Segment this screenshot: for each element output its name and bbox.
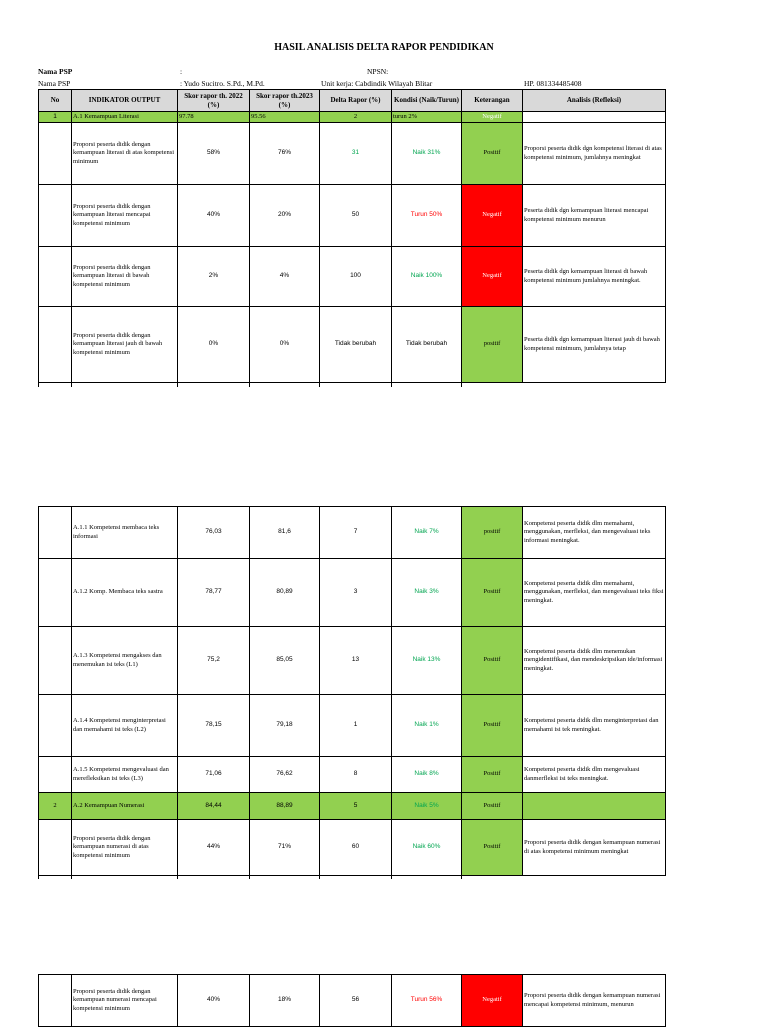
row-keterangan: Negatif bbox=[462, 185, 523, 247]
header-keterangan: Keterangan bbox=[462, 90, 523, 112]
row-skor-2022: 0% bbox=[178, 307, 250, 383]
table-row bbox=[39, 757, 666, 793]
row-analisis: Proporsi peserta didik dengan kemampuan numerasi mencapai kompetensi minimum, menurun bbox=[523, 975, 666, 1027]
row-no bbox=[39, 247, 72, 307]
delta-table-part-1 bbox=[38, 89, 666, 387]
row-keterangan: Positif bbox=[462, 695, 523, 757]
row-keterangan: Positif bbox=[462, 820, 523, 876]
row-keterangan: Positif bbox=[462, 123, 523, 185]
unit-kerja: Unit kerja: Cabdindik Wilayah Blitar bbox=[321, 79, 433, 88]
row-delta: 13 bbox=[320, 627, 392, 695]
row-skor-2022: 58% bbox=[178, 123, 250, 185]
row-kondisi: Naik 3% bbox=[392, 559, 462, 627]
row-no bbox=[39, 307, 72, 383]
row-kondisi: Naik 1% bbox=[392, 695, 462, 757]
header-skor-2023: Skor rapor th.2023 (%) bbox=[250, 90, 320, 112]
row-skor-2022: 84,44 bbox=[178, 793, 250, 820]
row-analisis: Kompetensi peserta didik dlm mengevaluasi danmerfleksi isi teks meningkat. bbox=[523, 757, 666, 793]
header-delta: Delta Rapor (%) bbox=[320, 90, 392, 112]
table-row bbox=[39, 975, 666, 1027]
row-kondisi: Naik 7% bbox=[392, 507, 462, 559]
row-skor-2023: 20% bbox=[250, 185, 320, 247]
row-analisis bbox=[523, 112, 666, 123]
row-no bbox=[39, 185, 72, 247]
row-indikator: A.1.2 Komp. Membaca teks sastra bbox=[72, 559, 178, 627]
page-title: HASIL ANALISIS DELTA RAPOR PENDIDIKAN bbox=[274, 42, 494, 53]
row-no bbox=[39, 975, 72, 1027]
row-kondisi: Naik 31% bbox=[392, 123, 462, 185]
row-skor-2023: 79,18 bbox=[250, 695, 320, 757]
row-analisis: Proporsi peserta didik dgn kompetensi literasi di atas kompetensi minimum, jumlahnya meningkat bbox=[523, 123, 666, 185]
row-indikator: A.1.3 Kompetensi mengakses dan menemukan isi teks (L1) bbox=[72, 627, 178, 695]
header-skor-2022: Skor rapor th. 2022 (%) bbox=[178, 90, 250, 112]
table-row bbox=[39, 185, 666, 247]
row-skor-2022: 78,15 bbox=[178, 695, 250, 757]
table-row bbox=[39, 627, 666, 695]
row-indikator: Proporsi peserta didik dengan kemampuan literasi jauh di bawah kompetensi minimum bbox=[72, 307, 178, 383]
row-indikator: Proporsi peserta didik dengan kemampuan numerasi di atas kompetensi minimum bbox=[72, 820, 178, 876]
row-delta: 8 bbox=[320, 757, 392, 793]
row-delta: 31 bbox=[320, 123, 392, 185]
row-skor-2023: 85,05 bbox=[250, 627, 320, 695]
row-skor-2023: 18% bbox=[250, 975, 320, 1027]
row-indikator: A.1 Kemampuan Literasi bbox=[72, 112, 178, 123]
row-analisis: Peserta didik dgn kemampuan literasi jauh di bawah kompetensi minimum, jumlahnya tetap bbox=[523, 307, 666, 383]
row-analisis: Kompetensi peserta didik dlm memahami, menggunakan, merfleksi, dan mengevaluasi teks informasi meningkat. bbox=[523, 507, 666, 559]
row-indikator: A.1.1 Kompetensi membaca teks informasi bbox=[72, 507, 178, 559]
row-skor-2022: 40% bbox=[178, 185, 250, 247]
row-keterangan: Positif bbox=[462, 757, 523, 793]
table-row bbox=[39, 307, 666, 383]
table-row bbox=[39, 247, 666, 307]
table-row bbox=[39, 793, 666, 820]
row-kondisi: Tidak berubah bbox=[392, 307, 462, 383]
row-no: 2 bbox=[39, 793, 72, 820]
npsn-label: NPSN: bbox=[367, 67, 389, 76]
row-delta: 50 bbox=[320, 185, 392, 247]
table-row bbox=[39, 559, 666, 627]
row-no: 1 bbox=[39, 112, 72, 123]
row-analisis: Peserta didik dgn kemampuan literasi mencapai kompetensi minimum menurun bbox=[523, 185, 666, 247]
row-skor-2023: 0% bbox=[250, 307, 320, 383]
row-delta: 2 bbox=[320, 112, 392, 123]
row-indikator: Proporsi peserta didik dengan kemampuan literasi di atas kompetensi minimum bbox=[72, 123, 178, 185]
row-no bbox=[39, 507, 72, 559]
row-skor-2023: 76,62 bbox=[250, 757, 320, 793]
table-row bbox=[39, 820, 666, 876]
row-skor-2023: 76% bbox=[250, 123, 320, 185]
nama-psp-label-2: Nama PSP bbox=[38, 79, 71, 88]
row-keterangan: Negatif bbox=[462, 247, 523, 307]
row-indikator: A.1.5 Kompetensi mengevaluasi dan merefleksikan isi teks (L3) bbox=[72, 757, 178, 793]
table-row bbox=[39, 123, 666, 185]
row-delta: 60 bbox=[320, 820, 392, 876]
row-keterangan: Negatif bbox=[462, 112, 523, 123]
table-row-continuation bbox=[39, 383, 666, 387]
nama-psp-label: Nama PSP bbox=[38, 67, 73, 76]
table-row bbox=[39, 695, 666, 757]
delta-table-part-2 bbox=[38, 506, 666, 879]
row-keterangan: Positif bbox=[462, 793, 523, 820]
row-skor-2022: 40% bbox=[178, 975, 250, 1027]
row-delta: 7 bbox=[320, 507, 392, 559]
row-indikator: Proporsi peserta didik dengan kemampuan literasi di bawah kompetensi minimum bbox=[72, 247, 178, 307]
row-delta: 56 bbox=[320, 975, 392, 1027]
row-delta: 5 bbox=[320, 793, 392, 820]
row-keterangan: positif bbox=[462, 507, 523, 559]
row-analisis: Kompetensi peserta didik dlm menemukan mengidentifikasi, dan mendeskripsikan ide/informasi meningkat. bbox=[523, 627, 666, 695]
row-skor-2022: 2% bbox=[178, 247, 250, 307]
row-skor-2023: 4% bbox=[250, 247, 320, 307]
hp-number: HP. 081334485408 bbox=[524, 79, 582, 88]
row-keterangan: Negatif bbox=[462, 975, 523, 1027]
row-no bbox=[39, 559, 72, 627]
nama-psp-value: : Yudo Sucitro. S.Pd., M.Pd. bbox=[180, 79, 265, 88]
row-indikator: Proporsi peserta didik dengan kemampuan literasi mencapai kompetensi minimum bbox=[72, 185, 178, 247]
row-skor-2022: 97.78 bbox=[178, 112, 250, 123]
row-kondisi: Naik 13% bbox=[392, 627, 462, 695]
row-skor-2023: 95.56 bbox=[250, 112, 320, 123]
row-analisis: Kompetensi peserta didik dlm memahami, menggunakan, merfleksi, dan mengevaluasi teks fiksi meningkat. bbox=[523, 559, 666, 627]
row-delta: Tidak berubah bbox=[320, 307, 392, 383]
delta-table-part-3 bbox=[38, 974, 666, 1027]
table-row bbox=[39, 112, 666, 123]
row-kondisi: Naik 100% bbox=[392, 247, 462, 307]
row-keterangan: Positif bbox=[462, 559, 523, 627]
row-kondisi: Turun 56% bbox=[392, 975, 462, 1027]
row-analisis bbox=[523, 793, 666, 820]
row-no bbox=[39, 627, 72, 695]
nama-psp-colon: : bbox=[180, 67, 183, 76]
row-analisis: Kompetensi peserta didik dlm menginterpretasi dan memahami isi tek meningkat. bbox=[523, 695, 666, 757]
table-row bbox=[39, 507, 666, 559]
row-kondisi: Turun 50% bbox=[392, 185, 462, 247]
row-skor-2022: 78,77 bbox=[178, 559, 250, 627]
row-skor-2023: 88,89 bbox=[250, 793, 320, 820]
header-analisis: Analisis (Refleksi) bbox=[523, 90, 666, 112]
row-skor-2023: 81,6 bbox=[250, 507, 320, 559]
row-skor-2022: 71,06 bbox=[178, 757, 250, 793]
row-skor-2022: 76,03 bbox=[178, 507, 250, 559]
table-header-row bbox=[39, 90, 666, 112]
row-no bbox=[39, 123, 72, 185]
row-skor-2022: 75,2 bbox=[178, 627, 250, 695]
row-analisis: Proporsi peserta didik dengan kemampuan numerasi di atas kompetensi minimum meningkat bbox=[523, 820, 666, 876]
row-indikator: Proporsi peserta didik dengan kemampuan numerasi mencapai kompetensi minimum bbox=[72, 975, 178, 1027]
row-kondisi: Naik 60% bbox=[392, 820, 462, 876]
row-skor-2022: 44% bbox=[178, 820, 250, 876]
header-no: No bbox=[39, 90, 72, 112]
row-no bbox=[39, 695, 72, 757]
row-delta: 3 bbox=[320, 559, 392, 627]
row-kondisi: Naik 8% bbox=[392, 757, 462, 793]
row-keterangan: Positif bbox=[462, 627, 523, 695]
row-indikator: A.2 Kemampuan Numerasi bbox=[72, 793, 178, 820]
row-no bbox=[39, 757, 72, 793]
table-row-continuation bbox=[39, 876, 666, 879]
row-kondisi: turun 2% bbox=[392, 112, 462, 123]
row-delta: 1 bbox=[320, 695, 392, 757]
row-delta: 100 bbox=[320, 247, 392, 307]
row-keterangan: positif bbox=[462, 307, 523, 383]
row-skor-2023: 71% bbox=[250, 820, 320, 876]
row-kondisi: Naik 5% bbox=[392, 793, 462, 820]
row-indikator: A.1.4 Kompetensi menginterpretasi dan memahami isi teks (L2) bbox=[72, 695, 178, 757]
header-indikator: INDIKATOR OUTPUT bbox=[72, 90, 178, 112]
row-no bbox=[39, 820, 72, 876]
row-analisis: Peserta didik dgn kemampuan literasi di bawah kompetensi minimum jumlahnya meningkat. bbox=[523, 247, 666, 307]
header-kondisi: Kondisi (Naik/Turun) bbox=[392, 90, 462, 112]
row-skor-2023: 80,89 bbox=[250, 559, 320, 627]
